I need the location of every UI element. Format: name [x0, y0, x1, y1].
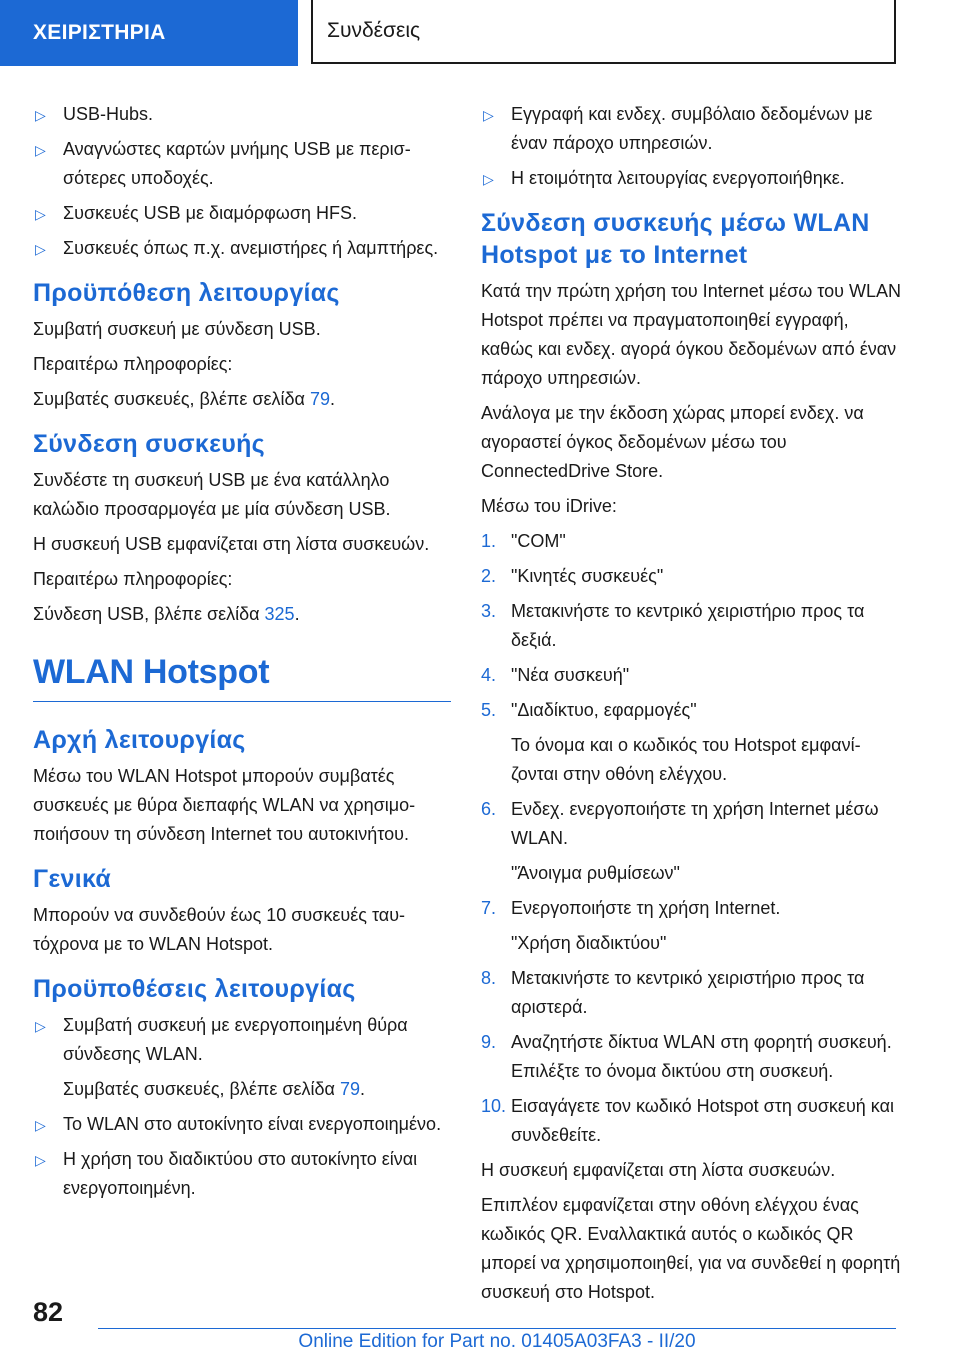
paragraph: Μέσω του WLAN Hotspot μπορούν συμβατές συσκευές με θύρα διεπαφής WLAN να χρησιμοποιήσουν τη σύνδεση Internet του αυτοκινήτου.	[33, 766, 416, 844]
heading-prerequisites: Προϋποθέσεις λειτουργίας	[33, 975, 356, 1003]
step-number: 8.	[481, 968, 497, 988]
paragraph: Κατά την πρώτη χρήση του Internet μέσω του WLAN Hotspot πρέπει να πραγματοποιηθεί εγγραφή, καθώς και ενδεχ. αγορά όγκου δεδομένων από έναν πάροχο υπηρεσιών.	[481, 281, 902, 388]
heading-general: Γενικά	[33, 865, 112, 893]
prerequisites-list-continued	[481, 100, 901, 193]
heading-prerequisite: Προϋπόθεση λειτουργίας	[33, 279, 340, 307]
heading-connect-internet: Σύνδεση συσκευής μέσω WLAN Hotspot με το Internet	[481, 209, 870, 269]
paragraph: Συμβατή συσκευή με σύνδεση USB.	[33, 319, 321, 339]
paragraph: Συμβατές συσκευές, βλέπε σελίδα 79.	[33, 389, 335, 409]
page-number: 82	[33, 1297, 64, 1327]
triangle-bullet-icon: ▷	[35, 142, 46, 158]
triangle-bullet-icon: ▷	[35, 1018, 46, 1034]
paragraph: Περαιτέρω πληροφορίες:	[33, 354, 233, 374]
prerequisites-list	[33, 1011, 451, 1203]
paragraph: Μέσω του iDrive:	[481, 496, 617, 516]
left-column	[33, 100, 451, 1215]
heading-connect-device: Σύνδεση συσκευής	[33, 430, 265, 458]
header-section-label: ΧΕΙΡΙΣΤΗΡΙΑ	[33, 21, 166, 44]
step-number: 3.	[481, 601, 497, 621]
step-number: 10.	[481, 1096, 507, 1116]
step-number: 7.	[481, 898, 497, 918]
triangle-bullet-icon: ▷	[483, 107, 494, 123]
page-link-325[interactable]: 325	[264, 604, 295, 624]
step-item: 3. Μετακινήστε το κεντρικό χειριστήριο προς τα δεξιά.	[481, 597, 901, 655]
triangle-bullet-icon: ▷	[35, 107, 46, 123]
usb-unsupported-list	[33, 100, 451, 263]
list-item-note: Συμβατές συσκευές, βλέπε σελίδα 79.	[63, 1079, 365, 1099]
step-item: 2. "Κινητές συσκευές"	[481, 562, 901, 591]
step-item: 1. "COM"	[481, 527, 901, 556]
header-section-tab	[0, 0, 298, 66]
step-number: 5.	[481, 700, 497, 720]
list-item: ▷ Η χρήση του διαδικτύου στο αυτοκίνητο είναι ενεργοποιημένη.	[33, 1145, 451, 1203]
step-item: 4. "Νέα συσκευή"	[481, 661, 901, 690]
triangle-bullet-icon: ▷	[35, 241, 46, 257]
paragraph: Η συσκευή USB εμφανίζεται στη λίστα συσκευών.	[33, 534, 430, 554]
header-chapter-box	[311, 0, 896, 64]
footer-edition: Online Edition for Part no. 01405A03FA3 - II/20	[298, 1331, 696, 1352]
list-item: ▷ Συμβατή συσκευή με ενεργοποιημένη θύρα σύνδεσης WLAN. Συμβατές συσκευές, βλέπε σελίδα 79.	[33, 1011, 451, 1104]
heading-wlan-hotspot: WLAN Hotspot	[33, 651, 451, 702]
list-item: ▷ Το WLAN στο αυτοκίνητο είναι ενεργοποιημένο.	[33, 1110, 451, 1139]
list-item: ▷ Η ετοιμότητα λειτουργίας ενεργοποιήθηκε.	[481, 164, 901, 193]
idrive-steps-list	[481, 527, 901, 1150]
paragraph: Μπορούν να συνδεθούν έως 10 συσκευές ταυτόχρονα με το WLAN Hotspot.	[33, 905, 406, 954]
paragraph: Περαιτέρω πληροφορίες:	[33, 569, 233, 589]
triangle-bullet-icon: ▷	[483, 171, 494, 187]
list-item: ▷ USB-Hubs.	[33, 100, 451, 129]
heading-principle: Αρχή λειτουργίας	[33, 726, 246, 754]
step-number: 4.	[481, 665, 497, 685]
step-item: 8. Μετακινήστε το κεντρικό χειριστήριο προς τα αριστερά.	[481, 964, 901, 1022]
step-number: 6.	[481, 799, 497, 819]
step-item: 9. Αναζητήστε δίκτυα WLAN στη φορητή συσκευή. Επιλέξτε το όνομα δικτύου στη συσκευή.	[481, 1028, 901, 1086]
step-item: 7. Ενεργοποιήστε τη χρήση Internet. "Χρήση διαδικτύου"	[481, 894, 901, 958]
list-item: ▷ Συσκευές USB με διαμόρφωση HFS.	[33, 199, 451, 228]
step-item: 10. Εισαγάγετε τον κωδικό Hotspot στη συσκευή και συνδεθείτε.	[481, 1092, 901, 1150]
list-item: ▷ Αναγνώστες καρτών μνήμης USB με περισσότερες υποδοχές.	[33, 135, 451, 193]
paragraph: Επιπλέον εμφανίζεται στην οθόνη ελέγχου ένας κωδικός QR. Εναλλακτικά αυτός ο κωδικός QR μπορεί να χρησιμοποιηθεί, για να συνδεθεί η φορητή συσκευή στο Hotspot.	[481, 1195, 901, 1302]
step-note: "Χρήση διαδικτύου"	[511, 933, 667, 953]
step-item: 5. "Διαδίκτυο, εφαρμογές" Το όνομα και ο κωδικός του Hotspot εμφανίζονται στην οθόνη ελέγχου.	[481, 696, 901, 789]
list-item: ▷ Συσκευές όπως π.χ. ανεμιστήρες ή λαμπτήρες.	[33, 234, 451, 263]
step-number: 1.	[481, 531, 497, 551]
header-chapter-label: Συνδέσεις	[327, 19, 421, 42]
paragraph: Συνδέστε τη συσκευή USB με ένα κατάλληλο καλώδιο προσαρμογέα με μία σύνδεση USB.	[33, 470, 391, 519]
page-link-79[interactable]: 79	[309, 389, 330, 409]
step-item: 6. Ενδεχ. ενεργοποιήστε τη χρήση Internet μέσω WLAN. "Άνοιγμα ρυθμίσεων"	[481, 795, 901, 888]
paragraph: Η συσκευή εμφανίζεται στη λίστα συσκευών.	[481, 1160, 836, 1180]
footer-divider	[98, 1328, 896, 1329]
paragraph: Σύνδεση USB, βλέπε σελίδα 325.	[33, 604, 300, 624]
triangle-bullet-icon: ▷	[35, 206, 46, 222]
triangle-bullet-icon: ▷	[35, 1117, 46, 1133]
page-link-79[interactable]: 79	[339, 1079, 360, 1099]
triangle-bullet-icon: ▷	[35, 1152, 46, 1168]
right-column	[481, 100, 901, 1313]
step-number: 2.	[481, 566, 497, 586]
step-note: Το όνομα και ο κωδικός του Hotspot εμφανίζονται στην οθόνη ελέγχου.	[511, 735, 861, 784]
paragraph: Ανάλογα με την έκδοση χώρας μπορεί ενδεχ. να αγοραστεί όγκος δεδομένων μέσω του ConnectedDrive Store.	[481, 403, 864, 481]
list-item: ▷ Εγγραφή και ενδεχ. συμβόλαιο δεδομένων με έναν πάροχο υπηρεσιών.	[481, 100, 901, 158]
step-number: 9.	[481, 1032, 497, 1052]
step-note: "Άνοιγμα ρυθμίσεων"	[511, 863, 680, 883]
